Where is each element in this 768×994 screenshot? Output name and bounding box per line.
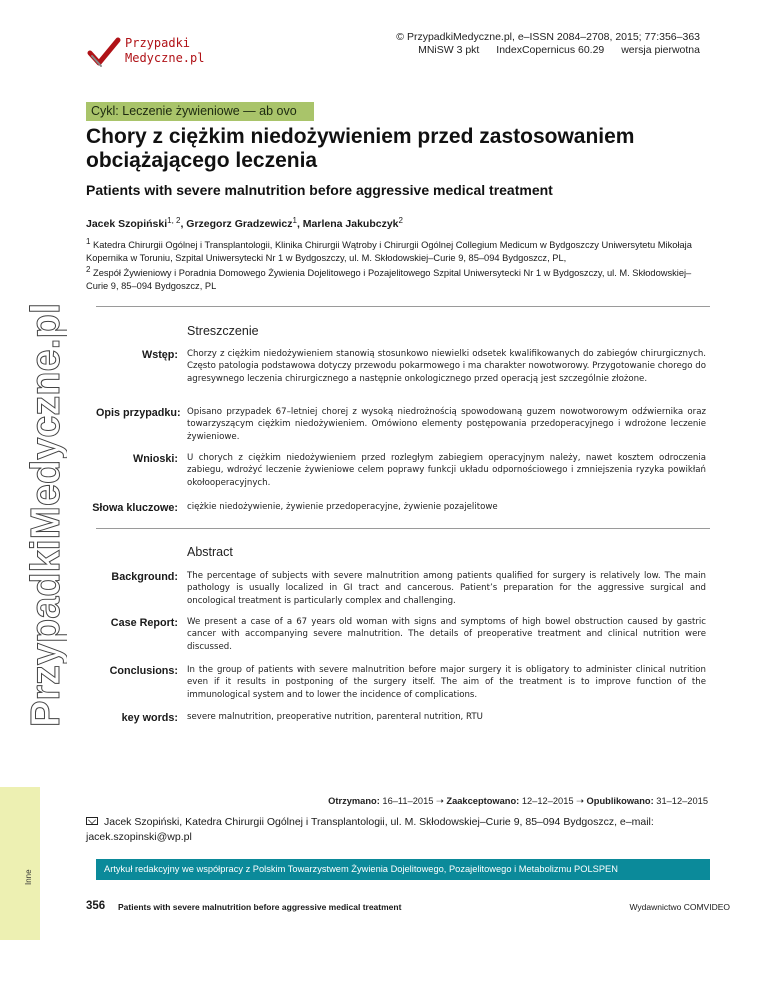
- publisher: Wydawnictwo COMVIDEO: [629, 902, 730, 912]
- logo-line1: Przypadki: [125, 36, 191, 50]
- text-slowa: ciężkie niedożywienie, żywienie przedoperacyjne, żywienie pozajelitowe: [187, 502, 498, 512]
- affiliation-2: [86, 264, 708, 292]
- text-case: We present a case of a 67 years old woman with signs and symptoms of high bowel obstruction caused by gastric cancer with accompanying severe malnutrition. The details of preoperative treatment and clinical nutrition were discussed.: [187, 617, 706, 652]
- text-conclusions: In the group of patients with severe malnutrition before major surgery it is obligatory to administer clinical nutrition even if it results in postponing of the surgery itself. The aim of the treatment is to improve function of the immunological system and to lower the incidence of complications.: [187, 665, 706, 700]
- affiliation-1-num: 1: [86, 237, 91, 246]
- correspondence-text: Jacek Szopiński, Katedra Chirurgii Ogólnej i Transplantologii, ul. M. Skłodowskiej–Curie 9, 85–094 Bydgoszcz, e–mail: jacek.szopinski@wp.pl: [86, 816, 654, 843]
- pubinfo-line1: © PrzypadkiMedyczne.pl, e–ISSN 2084–2708, 2015; 77:356–363: [396, 31, 700, 43]
- label-slowa: Słowa kluczowe:: [92, 502, 178, 514]
- author-3: , Marlena Jakubczyk: [296, 218, 399, 230]
- label-wstep: Wstęp:: [142, 349, 178, 361]
- label-case: Case Report:: [110, 617, 178, 629]
- accepted-label: Zaakceptowano:: [446, 796, 520, 806]
- arrow-icon: ➝: [436, 796, 444, 806]
- published-label: Opublikowano:: [586, 796, 654, 806]
- watermark-svg: [21, 300, 67, 730]
- running-title: Patients with severe malnutrition before aggressive medical treatment: [118, 902, 402, 912]
- pubinfo-version: wersja pierwotna: [621, 44, 700, 56]
- logo-line2: Medyczne.pl: [125, 51, 205, 65]
- text-wnioski: U chorych z ciężkim niedożywieniem przed rozległym zabiegiem operacyjnym należy, nawet kosztem odroczenia zabiegu, wdrożyć leczenie żywieniowe celem poprawy funkcji układu odpornościowego i zmniejszenia ryzyka powikłań okołooperacyjnych.: [187, 453, 706, 488]
- author-1-sup: 1, 2: [167, 216, 181, 225]
- publication-info: [396, 31, 700, 57]
- affiliation-2-num: 2: [86, 265, 91, 275]
- article-title: Chory z ciężkim niedożywieniem przed zastosowaniem obciążającego leczenia: [86, 125, 635, 172]
- checkmark-logo-icon: [87, 36, 121, 70]
- text-keywords: severe malnutrition, preoperative nutrition, parenteral nutrition, RTU: [187, 712, 483, 722]
- watermark-text: PrzypadkiMedyczne.pl: [22, 300, 67, 727]
- author-1: Jacek Szopiński: [86, 218, 168, 230]
- received-label: Otrzymano:: [328, 796, 380, 806]
- pubinfo-index: IndexCopernicus 60.29: [496, 44, 605, 56]
- pubinfo-mnisw: MNiSW 3 pkt: [418, 44, 480, 56]
- label-opis: Opis przypadku:: [96, 407, 181, 419]
- published-date: 31–12–2015: [656, 796, 708, 806]
- affiliation-1: [86, 236, 708, 264]
- label-conclusions: Conclusions:: [109, 665, 178, 677]
- text-wstep: Chorzy z ciężkim niedożywieniem stanowią stosunkowo niewielki odsetek kwalifikowanych do zabiegów chirurgicznych. Często patologia podstawowa dotyczy przewodu pokarmowego i ma charakter nowotworowy. Przygotowanie chorego do agresywnego leczenia chirurgicznego a następnie onkologicznego przed operacją jest szczególnie złożone.: [187, 349, 706, 384]
- section-side-label: Inne: [24, 869, 33, 885]
- rule-middle: [96, 528, 710, 529]
- author-3-sup: 2: [398, 216, 403, 225]
- author-list: [86, 214, 403, 231]
- page-number: 356: [86, 900, 106, 912]
- accepted-date: 12–12–2015: [521, 796, 574, 806]
- side-watermark: [21, 300, 67, 730]
- text-opis: Opisano przypadek 67–letniej chorej z wysoką niedrożnością spowodowaną guzem nowotworowym odźwiernika oraz towarzyszącym ciężkim niedożywieniem. Omówiono elementy postępowania przedoperacyjnego i wdrożone leczenie żywieniowe.: [187, 407, 706, 442]
- label-background: Background:: [111, 571, 178, 583]
- cycle-banner: Cykl: Leczenie żywieniowe — ab ovo: [86, 102, 314, 121]
- journal-logo: [87, 32, 227, 76]
- section-side-bar: [0, 787, 40, 940]
- received-date: 16–11–2015: [382, 796, 434, 806]
- label-wnioski: Wnioski:: [133, 453, 178, 465]
- arrow-icon: ➝: [576, 796, 584, 806]
- polspen-banner: Artykuł redakcyjny we współpracy z Polskim Towarzystwem Żywienia Dojelitowego, Pozajelitowego i Metabolizmu POLSPEN: [96, 859, 710, 880]
- affiliations: [86, 236, 708, 293]
- affiliation-1-text: Katedra Chirurgii Ogólnej i Transplantologii, Klinika Chirurgii Wątroby i Chirurgii Ogólnej Collegium Medicum w Bydgoszczy Uniwersytetu Mikołaja Kopernika w Toruniu, Szpital Uniwersytecki Nr 1 w Bydgoszczy, ul. M. Skłodowskiej–Curie 9, 85–094 Bydgoszcz, PL,: [86, 240, 692, 263]
- affiliation-2-text: Zespół Żywieniowy i Poradnia Domowego Żywienia Dojelitowego i Pozajelitowego Szpital Uniwersytecki Nr 1 w Bydgoszczy, ul. M. Skłodowskiej–Curie 9, 85–094 Bydgoszcz, PL: [86, 268, 692, 291]
- text-background: The percentage of subjects with severe malnutrition among patients qualified for surgery is relatively low. The main pathology is usually localized in GI tract and cancerous. Patient’s preparation for the aggressive surgical and oncological treatment is particularly complex and challenging.: [187, 571, 706, 606]
- streszczenie-heading: Streszczenie: [187, 324, 259, 338]
- article-dates: [328, 796, 708, 807]
- abstract-heading: Abstract: [187, 545, 233, 559]
- correspondence: [86, 815, 726, 845]
- author-2-sup: 1: [292, 216, 297, 225]
- label-keywords: key words:: [121, 712, 178, 724]
- rule-top: [96, 306, 710, 307]
- envelope-icon: [86, 817, 98, 825]
- article-subtitle: Patients with severe malnutrition before aggressive medical treatment: [86, 182, 553, 198]
- author-2: , Grzegorz Gradzewicz: [180, 218, 293, 230]
